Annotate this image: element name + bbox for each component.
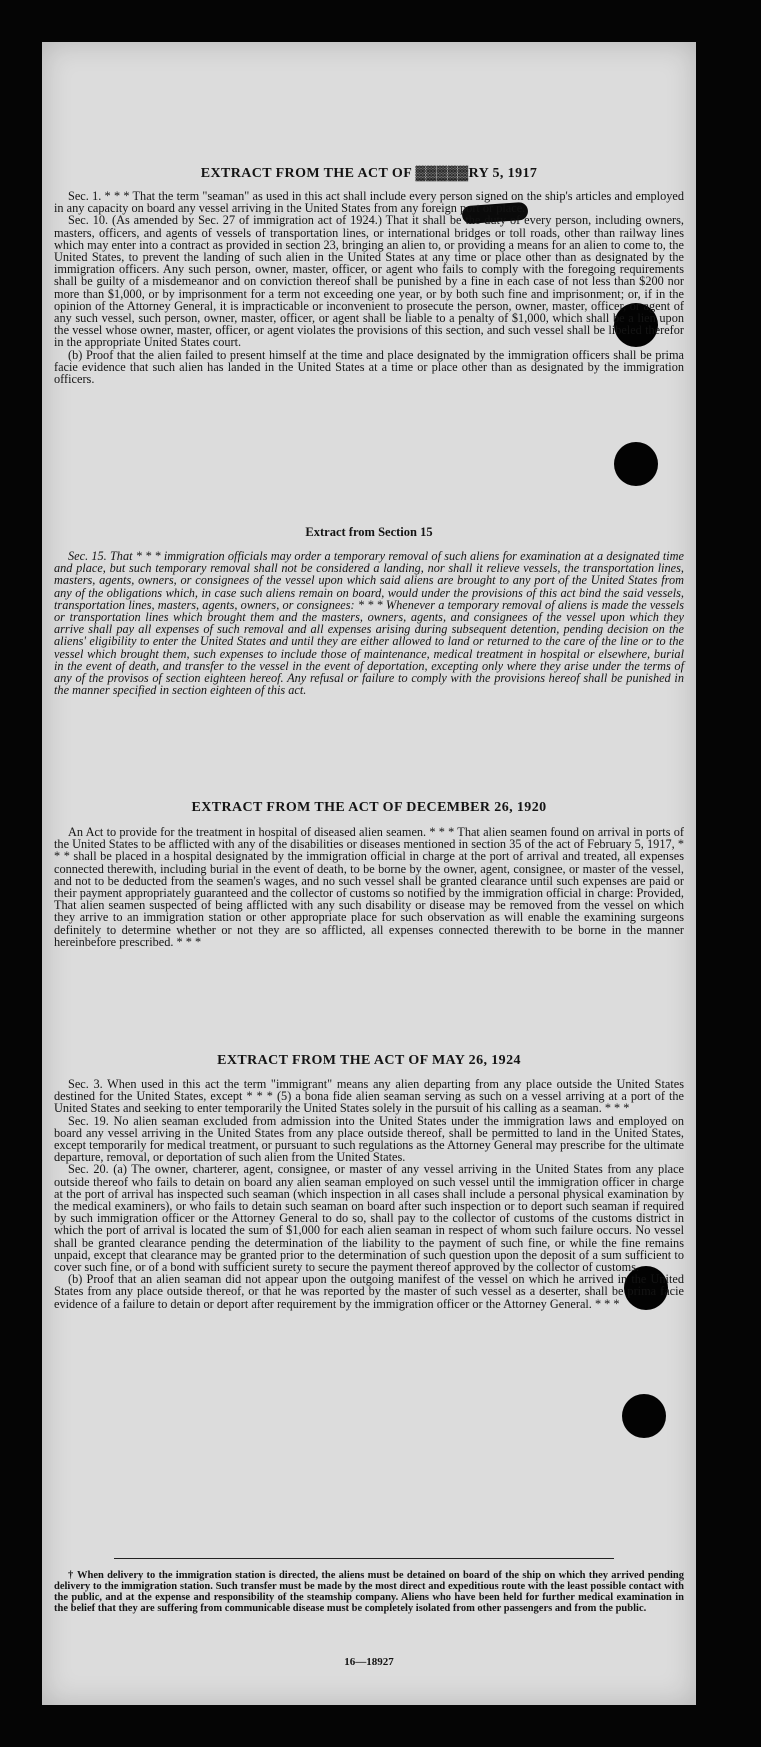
section-1917	[54, 190, 684, 385]
heading-act-1924: EXTRACT FROM THE ACT OF MAY 26, 1924	[217, 1053, 521, 1068]
section-19-paragraph: Sec. 19. No alien seaman excluded from admission into the United States under the immigration laws and employed on board any vessel arriving in the United States from any place outside thereof, shall be permitted to land in the United States, except temporarily for medical treatment, or pursuant to such regulations as the Attorney General may prescribe for the ultimate departure, removal, or deportation of such alien from the United States.	[54, 1113, 684, 1165]
section-20a-paragraph: Sec. 20. (a) The owner, charterer, agent, consignee, or master of any vessel arriving in the United States from any place outside thereof who fails to detain on board any alien seaman employed on such vessel until the immigration officer in charge at the port of arrival has inspected such seaman (which inspection in all cases shall include a personal physical examination by the medical examiners), or who fails to detain such seaman on board after such inspection or to deport such seaman if required by such immigration officer or the Attorney General to do so, shall pay to the collector of customs of the customs district in which the port of arrival is located the sum of $1,000 for each alien seaman in respect of whom such failure occurs. No vessel shall be granted clearance pending the determination of the liability to the payment of such fine, or while the fine remains unpaid, except that clearance may be granted prior to the determination of such question upon the deposit of a sum sufficient to cover such fine, or of a bond with sufficient surety to secure the payment thereof approved by the collector of customs.	[54, 1162, 684, 1275]
heading-act-1917: EXTRACT FROM THE ACT OF ▓▓▓▓▓RY 5, 1917	[200, 166, 538, 181]
heading-act-1920: EXTRACT FROM THE ACT OF DECEMBER 26, 1920	[191, 800, 547, 815]
subheading-section-15: Extract from Section 15	[305, 525, 433, 539]
section-20b-paragraph: (b) Proof that an alien seaman did not appear upon the outgoing manifest of the vessel on which he arrived in the United States from any place outside thereof, or that he was reported by the master of such vessel as a deserter, shall be prima facie evidence of a failure to detain or deport after requirement by the immigration officer or the Attorney General. * * *	[54, 1272, 684, 1311]
footnote-divider	[114, 1558, 614, 1559]
section-15-paragraph: Sec. 15. That * * * immigration officials may order a temporary removal of such aliens for examination at a designated time and place, but such temporary removal shall not be considered a landing, nor shall it relieve vessels, the transportation lines, masters, agents, owners, or consignees of the vessel upon which said aliens are brought to any port of the United States from any of the obligations which, in case such aliens remain on board, would under the provisions of this act bind the said vessels, transportation lines, masters, agents, owners, or consignees: * * * Whenever a temporary removal of aliens is made the vessels or transportation lines which brought them and the masters, owners, agents, and consignees of the vessel upon which they arrive shall pay all expenses of such removal and all expenses arising during subsequent detention, pending decision on the aliens' eligibility to enter the United States and until they are either allowed to land or returned to the care of the line or to the vessel which brought them, such expenses to include those of maintenance, medical treatment in hospital or elsewhere, burial in the event of death, and transfer to the vessel in the event of deportation, excepting only where they arise under the terms of any of the provisos of section eighteen hereof. Any refusal or failure to comply with the provisions hereof shall be punished in the manner specified in section eighteen of this act.	[54, 549, 684, 698]
footnote-text: † When delivery to the immigration station is directed, the aliens must be detained on board of the ship on which they arrived pending delivery to the immigration station. Such transfer must be made by the most direct and expeditious route with the least possible contact with the public, and at the expense and responsibility of the steamship company. Aliens who have been held for further medical examination in the belief that they are suffering from communicable disease must be completely isolated from other passengers and from the public.	[54, 1570, 684, 1614]
section-10b-paragraph: (b) Proof that the alien failed to present himself at the time and place designated by the immigration officers shall be prima facie evidence that such alien has landed in the United States at a time or place other than as designated by the immigration officers.	[54, 347, 684, 387]
section-15	[54, 550, 684, 696]
section-10-paragraph: Sec. 10. (As amended by Sec. 27 of immigration act of 1924.) That it shall be the duty of every person, including owners, masters, officers, and agents of vessels of transportation lines, or international bridges or toll roads, other than railway lines which may enter into a contract as provided in section 23, bringing an alien to, or providing a means for an alien to come to, the United States, to prevent the landing of such alien in the United States at any time or place other than as designated by the immigration officers. Any such person, owner, master, officer, or agent who fails to comply with the foregoing requirements shall be guilty of a misdemeanor and on conviction thereof shall be punished by a fine in each case of not less than $200 nor more than $1,000, or by imprisonment for a term not exceeding one year, or by both such fine and imprisonment; or, if in the opinion of the Attorney General, it is impracticable or inconvenient to prosecute the person, owner, master, officer, or agent of any such vessel, such person, owner, master, officer, or agent shall be liable to a penalty of $1,000, which shall be a lien upon the vessel whose owner, master, officer, or agent violates the provisions of this section, and such vessel shall be libeled therefor in the appropriate United States court.	[54, 213, 684, 350]
section-1920	[54, 826, 684, 948]
footnote-block	[54, 1570, 684, 1614]
section-1920-paragraph: An Act to provide for the treatment in hospital of diseased alien seamen. * * * That alien seamen found on arrival in ports of the United States to be afflicted with any of the disabilities or diseases mentioned in section 35 of the act of February 5, 1917, * * * shall be placed in a hospital designated by the immigration official in charge at the port of arrival and treated, all expenses connected therewith, including burial in the event of death, to be borne by the owner, agent, consignee, or master of the vessel, and not to be deducted from the seamen's wages, and no such vessel shall be granted clearance until such expenses are paid or their payment appropriately guaranteed and the collector of customs so notified by the immigration official in charge: Provided, That alien seamen suspected of being afflicted with any such disability or disease may be removed from the vessel on which they arrive to an immigration station or other appropriate place for such observation as will enable the examining surgeons definitely to determine whether or not they are so afflicted, all expenses connected therewith to be borne in the manner hereinbefore prescribed. * * *	[54, 825, 684, 949]
form-number: 16—18927	[344, 1656, 394, 1668]
section-3-paragraph: Sec. 3. When used in this act the term "immigrant" means any alien departing from any place outside the United States destined for the United States, except * * * (5) a bona fide alien seaman serving as such on a vessel arriving at a port of the United States and seeking to enter temporarily the United States solely in the pursuit of his calling as a seaman. * * *	[54, 1077, 684, 1116]
punch-hole-2	[614, 442, 658, 486]
punch-hole-4	[622, 1394, 666, 1438]
section-1924	[54, 1078, 684, 1310]
document-page	[42, 42, 696, 1705]
section-1-paragraph: Sec. 1. * * * That the term "seaman" as used in this act shall include every person signed on the ship's articles and employed in any capacity on board any vessel arriving in the United States from any foreign port or place.	[54, 189, 684, 216]
